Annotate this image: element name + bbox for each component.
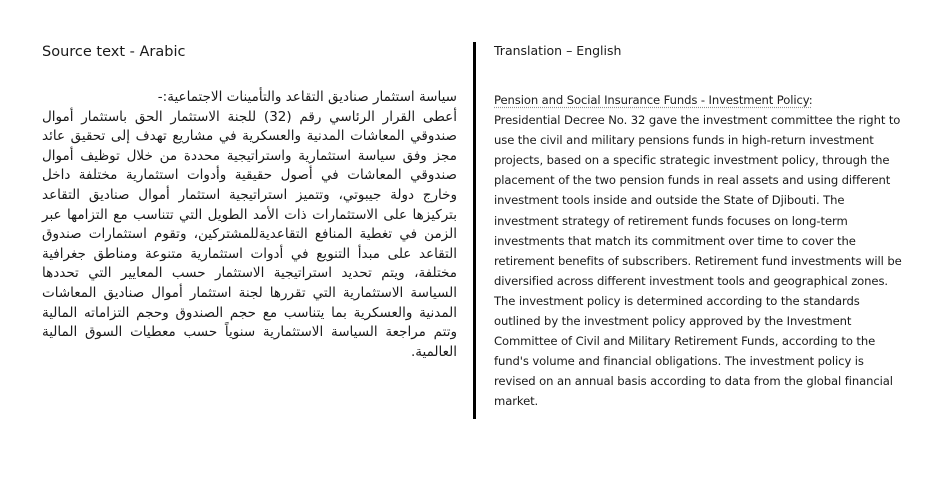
- translation-pane: [494, 0, 914, 478]
- translation-header: Translation – English: [494, 43, 622, 58]
- source-text-block[interactable]: [42, 88, 457, 362]
- column-divider: [473, 42, 476, 419]
- source-body: أعطى القرار الرئاسي رقم (32) للجنة الاستثمار الحق باستثمار أموال صندوقي المعاشات المدنية والعسكرية في مشاريع تهدف إلى تحقيق عائد مجز وفق سياسة استثمارية واستراتيجية محددة من خلال توظيف أموال صندوقي المعاشات في أصول حقيقية وأدوات استثمارية مختلفة داخل وخارج دولة جيبوتي، وتتميز استراتيجية استثمار أموال صناديق التقاعد بتركيزها على الاستثمارات ذات الأمد الطويل التي تتناسب مع التزامها عبر الزمن في تغطية المنافع التقاعديةللمشتركين، وتقوم استثمارات صندوق التقاعد على مبدأ التنويع في أدوات استثمارية متنوعة ومناطق جغرافية مختلفة، ويتم تحديد استراتيجية الاستثمار حسب المعايير التي تحددها السياسة الاستثمارية التي تقررها لجنة استثمار أموال صناديق المعاشات المدنية والعسكرية بما يتناسب مع حجم الصندوق وحجم التزاماته المالية وتتم مراجعة السياسة الاستثمارية سنوياً حسب معطيات السوق المالية العالمية.: [42, 108, 457, 360]
- translation-title: Pension and Social Insurance Funds - Investment Policy:: [494, 93, 813, 107]
- source-title: سياسة استثمار صناديق التقاعد والتأمينات الاجتماعية:-: [157, 89, 457, 105]
- source-pane: [42, 0, 457, 478]
- translation-text-block[interactable]: [494, 90, 904, 412]
- source-header: Source text - Arabic: [42, 44, 186, 60]
- translation-body: Presidential Decree No. 32 gave the investment committee the right to use the civil and military pensions funds in high-return investment projects, based on a specific strategic investment policy, through the placement of the two pension funds in real assets and using different investment tools inside and outside the State of Djibouti. The investment strategy of retirement funds focuses on long-term investments that match its commitment over time to cover the retirement benefits of subscribers. Retirement fund investments will be diversified across different investment tools and geographical zones. The investment policy is determined according to the standards outlined by the investment policy approved by the Investment Committee of Civil and Military Retirement Funds, according to the fund's volume and financial obligations. The investment policy is revised on an annual basis according to data from the global financial market.: [494, 113, 902, 409]
